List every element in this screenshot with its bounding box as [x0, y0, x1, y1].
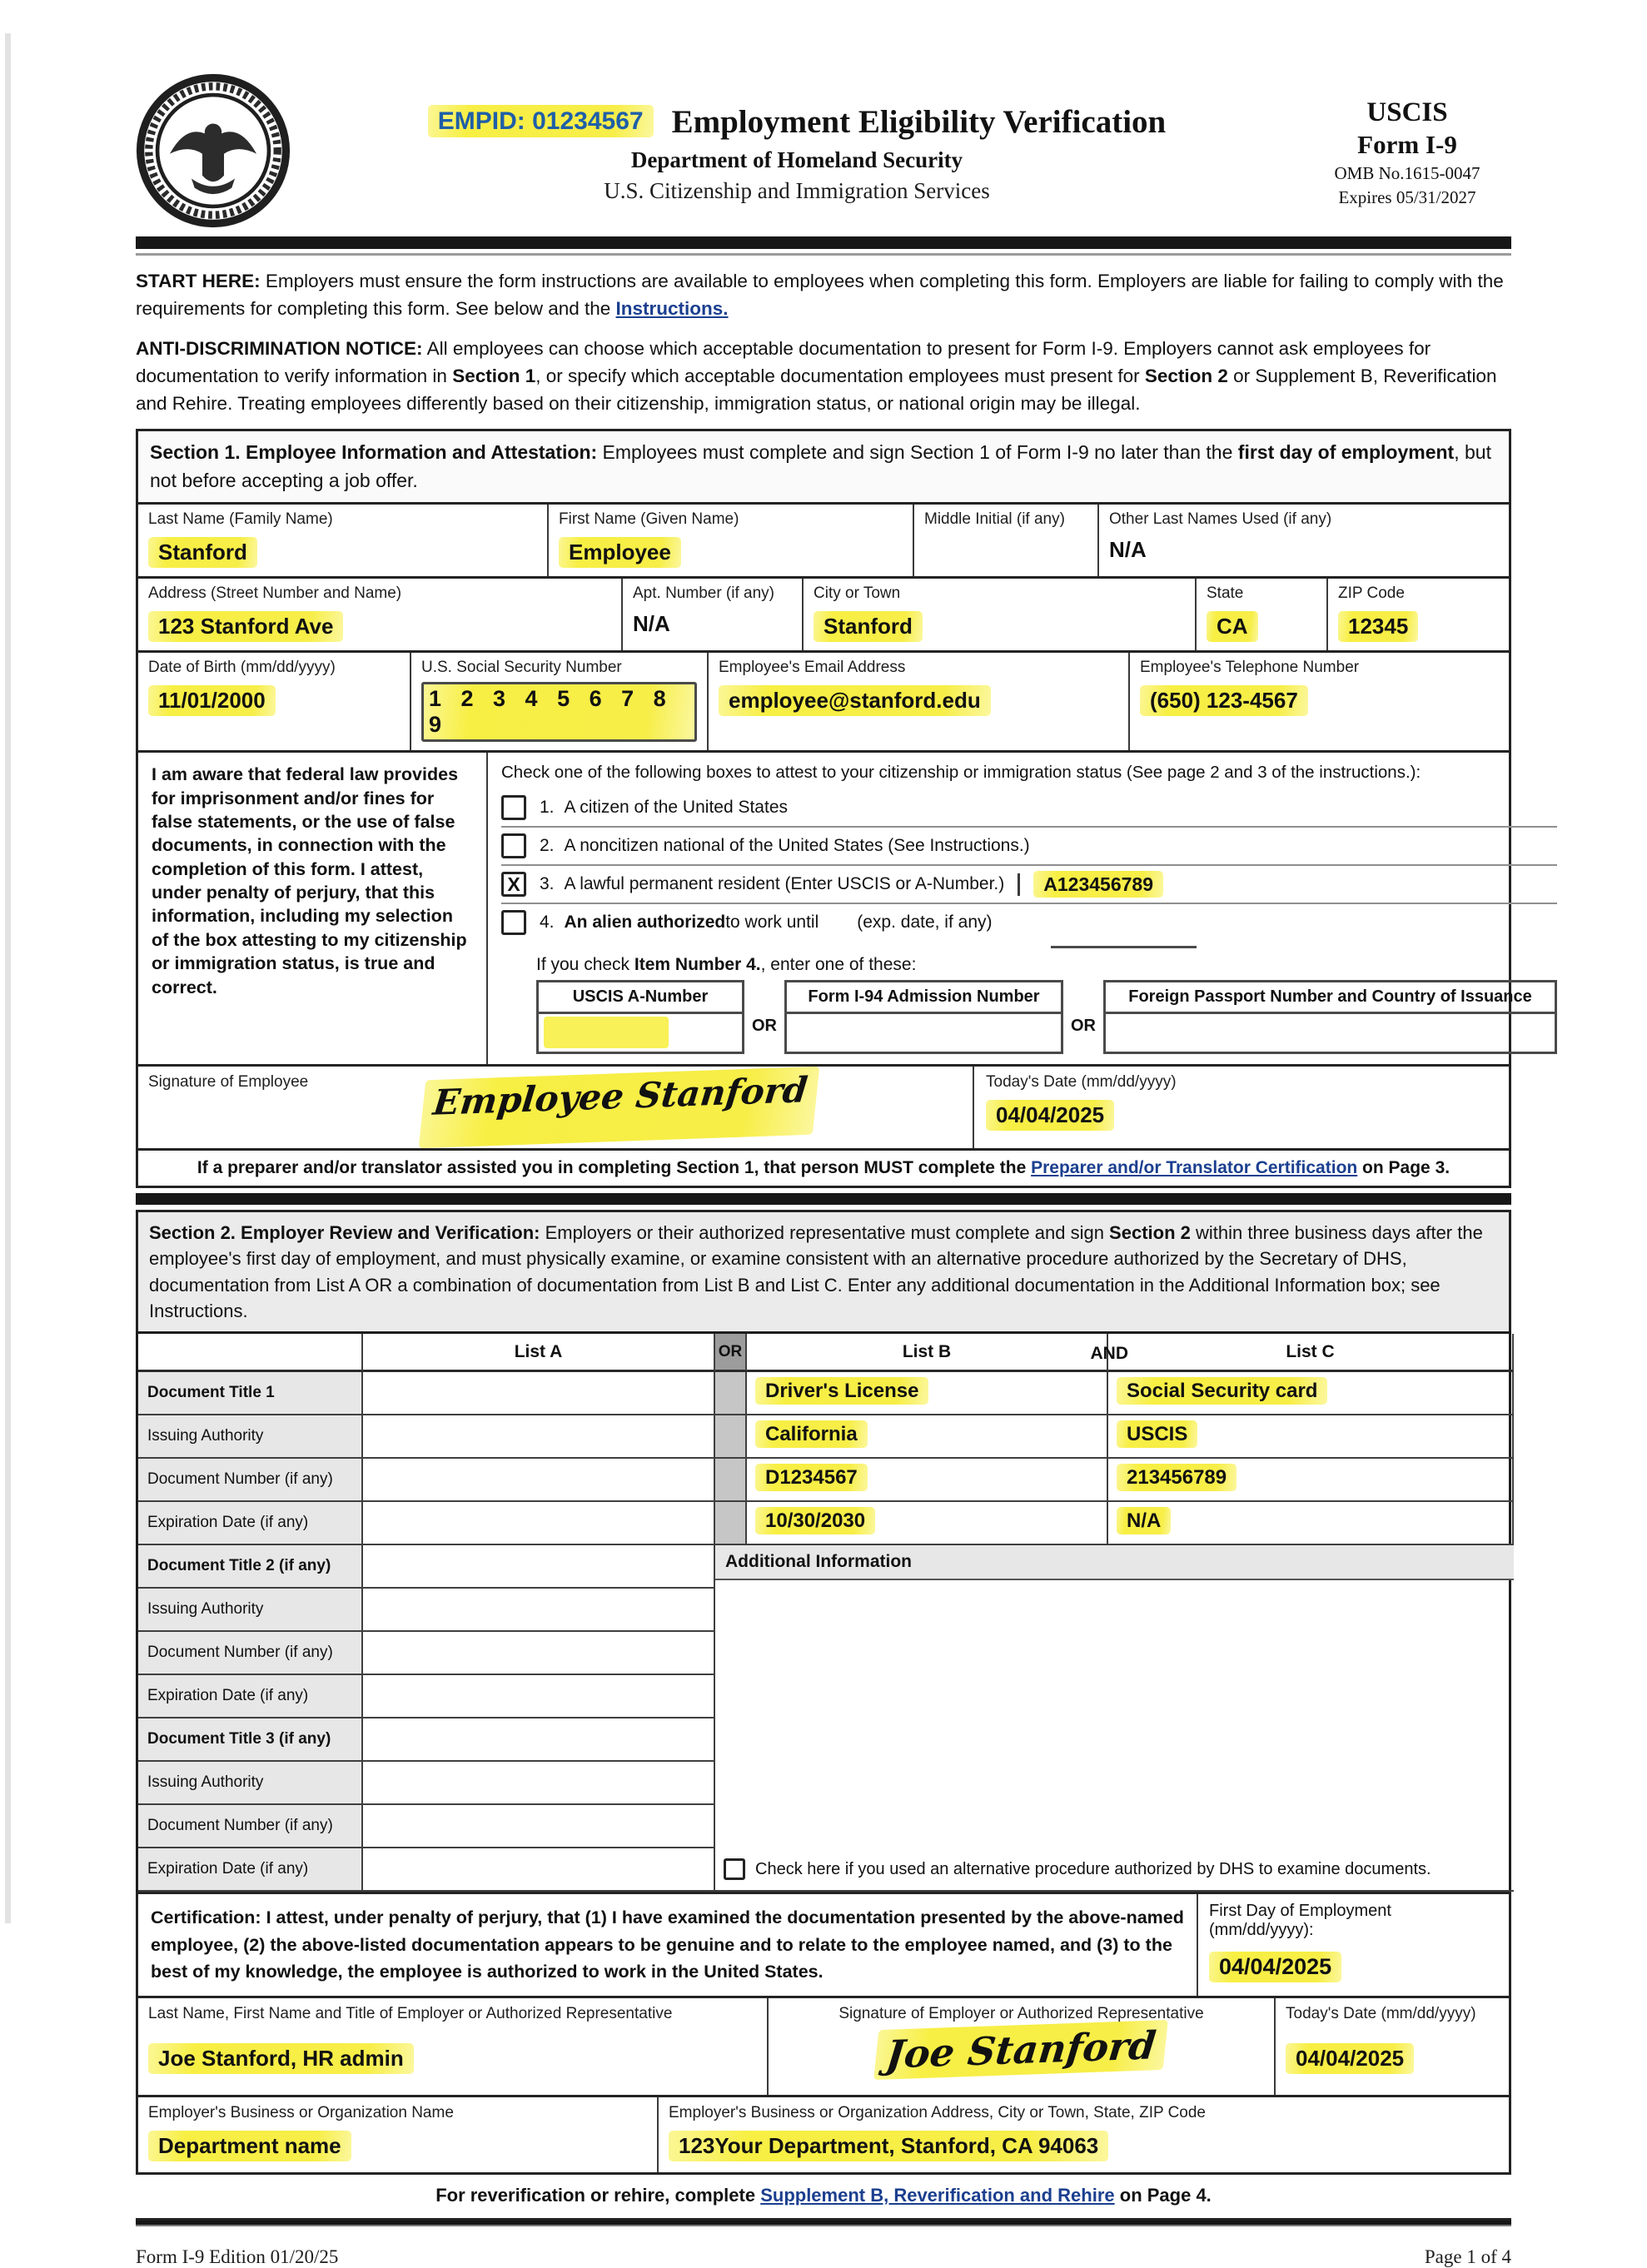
business-address-value[interactable]: 123Your Department, Stanford, CA 94063	[669, 2131, 1108, 2161]
dob-value[interactable]: 11/01/2000	[148, 685, 276, 716]
preparer-notice	[136, 1148, 1511, 1188]
list-c-issuing-authority-value[interactable]: USCIS	[1108, 1415, 1514, 1459]
employer-signature-row	[136, 1996, 1511, 2097]
preparer-text-2: on Page 3.	[1357, 1158, 1450, 1178]
list-a-doc-number-3-input[interactable]	[363, 1805, 715, 1848]
additional-information-box	[715, 1545, 1514, 1892]
citizen-checkbox[interactable]	[501, 795, 526, 820]
or-column-band	[715, 1502, 747, 1545]
a-number-value[interactable]: A123456789	[1033, 871, 1163, 898]
employer-name-label: Last Name, First Name and Title of Employer or Authorized Representative	[148, 2005, 673, 2023]
apt-value[interactable]: N/A	[633, 611, 670, 637]
document-table	[136, 1331, 1511, 1894]
exp-date-blank-line[interactable]	[1051, 946, 1197, 948]
state-value[interactable]: CA	[1207, 611, 1258, 642]
option-4-bold-text: An alien authorized	[564, 913, 726, 933]
first-day-label-format: (mm/dd/yyyy):	[1209, 1921, 1314, 1940]
employer-date-field[interactable]	[1276, 1998, 1509, 2095]
state-label: State	[1207, 584, 1244, 603]
business-address-field[interactable]	[659, 2097, 1509, 2172]
scan-edge-artifact	[5, 33, 11, 1923]
item4-note-text: If you check	[536, 955, 634, 975]
item4-number-boxes	[536, 980, 1557, 1054]
list-b-doc-title-value[interactable]: Driver's License	[747, 1372, 1108, 1415]
start-here-text: Employers must ensure the form instructions are available to employees when completing this form. Employers are liable for failing to comply with the requirements for completing this form. See below and the	[136, 271, 1504, 320]
phone-value[interactable]: (650) 123-4567	[1140, 685, 1308, 716]
option-3-text: A lawful permanent resident (Enter USCIS or A-Number.)	[564, 874, 1005, 894]
city-field[interactable]	[804, 579, 1197, 650]
list-b-header	[747, 1334, 1128, 1372]
employer-date-value[interactable]: 04/04/2025	[1286, 2043, 1414, 2074]
option-4-number: 4.	[540, 913, 555, 933]
email-field[interactable]	[709, 653, 1130, 750]
reverification-text-2: on Page 4.	[1114, 2185, 1212, 2206]
section1-text-2: , but not before accepting a job offer.	[150, 441, 1491, 491]
section-divider-bar	[136, 1193, 1511, 1205]
section2-bold: Section 2	[1109, 1222, 1191, 1244]
additional-information-input[interactable]	[715, 1580, 1514, 1852]
first-day-of-employment-field[interactable]	[1197, 1894, 1509, 1996]
or-label: OR	[718, 1342, 743, 1360]
citizenship-options	[488, 753, 1570, 1064]
employee-signature-row	[136, 1064, 1511, 1151]
doc-number-3-label: Document Number (if any)	[138, 1805, 363, 1848]
form-id-block	[1303, 94, 1511, 208]
dob-label: Date of Birth (mm/dd/yyyy)	[148, 659, 336, 677]
alternative-procedure-text: Check here if you used an alternative procedure authorized by DHS to examine documents.	[755, 1859, 1431, 1878]
phone-label: Employee's Telephone Number	[1140, 659, 1360, 677]
item4-note-text-2: , enter one of these:	[760, 955, 917, 975]
zip-field[interactable]	[1328, 579, 1509, 650]
doc-header-spacer	[138, 1334, 363, 1372]
first-day-value[interactable]: 04/04/2025	[1209, 1952, 1341, 1982]
anti-disc-label: ANTI-DISCRIMINATION NOTICE:	[136, 337, 423, 359]
page-footer	[136, 2246, 1511, 2268]
employer-certification-row	[136, 1892, 1511, 1998]
state-field[interactable]	[1197, 579, 1328, 650]
phone-field[interactable]	[1130, 653, 1509, 750]
uscis-subtitle: U.S. Citizenship and Immigration Services	[604, 177, 990, 203]
omb-number: OMB No.1615-0047	[1334, 162, 1480, 183]
business-name-label: Employer's Business or Organization Name	[148, 2104, 454, 2122]
other-names-field[interactable]	[1099, 505, 1509, 576]
list-b-doc-number-value[interactable]: D1234567	[747, 1459, 1108, 1502]
permanent-resident-checkbox[interactable]: X	[501, 872, 526, 897]
certification-label: Certification:	[151, 1907, 261, 1928]
anti-discrimination-notice	[136, 335, 1511, 418]
start-here-label: START HERE:	[136, 271, 261, 291]
reverification-text: For reverification or rehire, complete	[435, 2185, 761, 2206]
option-citizen-row	[501, 789, 1557, 826]
other-names-value[interactable]: N/A	[1109, 537, 1147, 563]
list-c-doc-title-value[interactable]: Social Security card	[1108, 1372, 1514, 1415]
and-label: AND	[1090, 1344, 1128, 1364]
anti-disc-bold-2: Section 2	[1144, 365, 1228, 386]
uscis-a-number-input[interactable]	[536, 1014, 744, 1054]
dhs-seal-icon	[136, 73, 291, 228]
i94-number-input[interactable]	[784, 1014, 1063, 1054]
supplement-b-link[interactable]: Supplement B, Reverification and Rehire	[760, 2185, 1115, 2206]
employee-date-label: Today's Date (mm/dd/yyyy)	[986, 1073, 1177, 1092]
option-2-number: 2.	[540, 836, 555, 856]
anti-disc-text: All employees can choose which acceptable documentation to present for Form I-9. Employers cannot ask employees for documentation to verify information in	[136, 337, 1431, 386]
or-separator-1: OR	[752, 1017, 777, 1036]
expiration-date-1-label: Expiration Date (if any)	[138, 1502, 363, 1545]
employer-signature-field[interactable]	[769, 1998, 1276, 2095]
start-here-notice	[136, 267, 1511, 323]
section1-title: Section 1. Employee Information and Attestation:	[150, 441, 598, 464]
first-name-field[interactable]	[549, 505, 914, 576]
first-name-value[interactable]: Employee	[559, 537, 681, 568]
doc-title-3-label: Document Title 3 (if any)	[138, 1718, 363, 1762]
address-row	[136, 576, 1511, 653]
i94-number-box	[784, 980, 1063, 1054]
i94-number-label: Form I-94 Admission Number	[784, 980, 1063, 1014]
address-label: Address (Street Number and Name)	[148, 584, 402, 603]
header-divider-bar	[136, 236, 1511, 249]
city-value[interactable]: Stanford	[814, 611, 923, 642]
preparer-certification-link[interactable]: Preparer and/or Translator Certification	[1031, 1158, 1358, 1178]
a-number-field[interactable]	[1018, 873, 1163, 896]
list-a-issuing-authority-1-input[interactable]	[363, 1415, 715, 1459]
last-name-value[interactable]: Stanford	[148, 537, 257, 568]
employer-name-field[interactable]	[138, 1998, 769, 2095]
header-divider-thin	[136, 253, 1511, 256]
uscis-a-number-label: USCIS A-Number	[536, 980, 744, 1014]
list-c-expiration-value[interactable]: N/A	[1108, 1502, 1514, 1545]
anti-disc-text-2: , or specify which acceptable documentation employees must present for	[535, 365, 1145, 386]
list-b-expiration-value[interactable]: 10/30/2030	[747, 1502, 1108, 1545]
employer-date-label: Today's Date (mm/dd/yyyy)	[1286, 2005, 1476, 2023]
issuing-authority-1-label: Issuing Authority	[138, 1415, 363, 1459]
item4-note-bold: Item Number 4.	[634, 955, 761, 975]
citizenship-prompt: Check one of the following boxes to attest to your citizenship or immigration status (See page 2 and 3 of the instructions.):	[501, 763, 1421, 783]
zip-value[interactable]: 12345	[1338, 611, 1418, 642]
or-separator-2: OR	[1071, 1017, 1096, 1036]
list-a-doc-title-2-input[interactable]	[363, 1545, 715, 1589]
ssn-value[interactable]: 1 2 3 4 5 6 7 8 9	[421, 682, 697, 742]
apt-field[interactable]	[623, 579, 804, 650]
section2-text: Employers or their authorized representative must complete and sign	[540, 1222, 1110, 1244]
section1-header	[136, 429, 1511, 505]
list-a-header	[363, 1334, 715, 1372]
apt-label: Apt. Number (if any)	[633, 584, 774, 603]
certification-text: I attest, under penalty of perjury, that (1) I have examined the documentation presented by the above-named employee, (2) the above-listed documentation appears to be genuine and to relate to the employee named, and (3) to the best of my knowledge, the employee is authorized to work in the United States.	[151, 1907, 1184, 1982]
doc-title-1-label: Document Title 1	[138, 1372, 363, 1415]
business-name-value[interactable]: Department name	[148, 2131, 351, 2161]
business-name-field[interactable]	[138, 2097, 659, 2172]
list-a-label: List A	[514, 1341, 563, 1361]
bottom-divider	[136, 2221, 1511, 2226]
additional-information-label: Additional Information	[715, 1545, 1514, 1580]
list-b-issuing-authority-value[interactable]: California	[747, 1415, 1108, 1459]
option-4-exp-date-hint: (exp. date, if any)	[857, 913, 993, 933]
option-1-number: 1.	[540, 798, 555, 818]
alien-authorized-checkbox[interactable]	[501, 910, 526, 935]
dob-ssn-row	[136, 650, 1511, 753]
email-label: Employee's Email Address	[719, 659, 906, 677]
section1-bold-first-day: first day of employment	[1237, 441, 1455, 464]
list-a-expiration-3-input[interactable]	[363, 1848, 715, 1892]
instructions-link[interactable]: Instructions.	[615, 298, 729, 320]
list-a-expiration-1-input[interactable]	[363, 1502, 715, 1545]
perjury-statement: I am aware that federal law provides for imprisonment and/or fines for false statements, or the use of false documents, in connection with the completion of this form. I attest, under penalty of perjury, that this information, including my selection of the box attesting to my citizenship or immigration status, is true and correct.	[138, 753, 488, 1064]
list-c-header	[1108, 1334, 1514, 1372]
anti-disc-bold-1: Section 1	[452, 365, 536, 386]
ssn-label: U.S. Social Security Number	[421, 659, 622, 677]
first-day-label: First Day of Employment	[1209, 1902, 1391, 1921]
issuing-authority-2-label: Issuing Authority	[138, 1589, 363, 1632]
empid-badge: EMPID: 01234567	[428, 105, 654, 137]
noncitizen-national-checkbox[interactable]	[501, 833, 526, 858]
list-a-expiration-2-input[interactable]	[363, 1675, 715, 1718]
email-value[interactable]: employee@stanford.edu	[719, 685, 991, 716]
employee-signature-field[interactable]	[138, 1067, 973, 1148]
attestation-block	[136, 750, 1532, 1067]
section2-title: Section 2. Employer Review and Verification:	[149, 1222, 540, 1244]
option-4-text: to work until	[725, 913, 819, 933]
form-title: Employment Eligibility Verification	[671, 103, 1167, 140]
dept-subtitle: Department of Homeland Security	[630, 147, 963, 172]
uscis-a-number-highlight	[544, 1017, 669, 1048]
section1-text: Employees must complete and sign Section 1 of Form I-9 no later than the	[597, 441, 1238, 464]
form-header	[136, 73, 1511, 228]
uscis-a-number-box	[536, 980, 744, 1054]
option-noncitizen-national-row	[501, 826, 1557, 864]
business-address-label: Employer's Business or Organization Address, City or Town, State, ZIP Code	[669, 2104, 1206, 2122]
expiration-date-3-label: Expiration Date (if any)	[138, 1848, 363, 1892]
last-name-field[interactable]	[138, 505, 549, 576]
page-number: Page 1 of 4	[1424, 2246, 1511, 2268]
employee-signature-value[interactable]: Employee Stanford	[419, 1067, 820, 1148]
doc-number-2-label: Document Number (if any)	[138, 1632, 363, 1675]
employee-signature-label: Signature of Employee	[148, 1073, 309, 1092]
preparer-text: If a preparer and/or translator assisted you in completing Section 1, that person MUST complete the	[197, 1158, 1032, 1178]
zip-label: ZIP Code	[1338, 584, 1405, 603]
address-field[interactable]	[138, 579, 623, 650]
middle-initial-label: Middle Initial (if any)	[924, 510, 1065, 529]
list-a-issuing-authority-3-input[interactable]	[363, 1762, 715, 1805]
option-permanent-resident-row	[501, 864, 1557, 903]
option-2-text: A noncitizen national of the United States (See Instructions.)	[564, 836, 1030, 856]
section2-header	[136, 1210, 1511, 1334]
list-a-issuing-authority-2-input[interactable]	[363, 1589, 715, 1632]
passport-number-label: Foreign Passport Number and Country of Issuance	[1103, 980, 1557, 1014]
or-column-header	[715, 1334, 747, 1372]
form-edition: Form I-9 Edition 01/20/25	[136, 2246, 339, 2268]
employer-name-value[interactable]: Joe Stanford, HR admin	[148, 2043, 414, 2074]
doc-title-2-label: Document Title 2 (if any)	[138, 1545, 363, 1589]
expiration-date-2-label: Expiration Date (if any)	[138, 1675, 363, 1718]
form-number: Form I-9	[1357, 129, 1457, 159]
section2-text-2: within three business days after the employee's first day of employment, and must physically examine, or examine consistent with an alternative procedure authorized by the Secretary of DHS, documentation from List A OR a combination of documentation from List B and List C. Enter any additional documentation in the Additional Information box; see Instructions.	[149, 1222, 1483, 1321]
alternative-procedure-row	[715, 1852, 1514, 1890]
reverification-notice	[136, 2175, 1511, 2221]
address-value[interactable]: 123 Stanford Ave	[148, 611, 343, 642]
employer-signature-value[interactable]: Joe Stanford	[873, 2020, 1168, 2080]
or-column-band	[715, 1415, 747, 1459]
middle-initial-field[interactable]	[914, 505, 1099, 576]
first-name-label: First Name (Given Name)	[559, 510, 739, 529]
last-name-label: Last Name (Family Name)	[148, 510, 333, 529]
anti-disc-text-3: or Supplement B, Reverification and Rehire. Treating employees differently based on their citizenship, immigration status, or national origin may be illegal.	[136, 365, 1497, 415]
employer-signature-label: Signature of Employer or Authorized Representative	[838, 2005, 1204, 2023]
list-b-label: List B	[902, 1341, 952, 1361]
expiration-note: Expires 05/31/2027	[1338, 187, 1476, 207]
list-a-doc-number-2-input[interactable]	[363, 1632, 715, 1675]
list-a-doc-title-1-input[interactable]	[363, 1372, 715, 1415]
employer-business-row	[136, 2095, 1511, 2175]
list-c-doc-number-value[interactable]: 213456789	[1108, 1459, 1514, 1502]
agency-name: USCIS	[1366, 97, 1448, 127]
list-c-label: List C	[1286, 1341, 1335, 1361]
alternative-procedure-checkbox[interactable]	[724, 1858, 745, 1880]
name-row	[136, 502, 1511, 579]
option-3-number: 3.	[540, 874, 555, 894]
item4-note	[536, 955, 1557, 975]
or-column-band	[715, 1459, 747, 1502]
option-1-text: A citizen of the United States	[564, 798, 789, 818]
dob-field[interactable]	[138, 653, 411, 750]
other-names-label: Other Last Names Used (if any)	[1109, 510, 1332, 529]
option-alien-authorized-row	[501, 903, 1557, 941]
issuing-authority-3-label: Issuing Authority	[138, 1762, 363, 1805]
certification-statement	[138, 1894, 1197, 1996]
employee-date-field[interactable]	[973, 1067, 1509, 1148]
ssn-field[interactable]	[411, 653, 709, 750]
doc-number-1-label: Document Number (if any)	[138, 1459, 363, 1502]
passport-number-box	[1103, 980, 1557, 1054]
list-a-doc-number-1-input[interactable]	[363, 1459, 715, 1502]
list-a-doc-title-3-input[interactable]	[363, 1718, 715, 1762]
city-label: City or Town	[814, 584, 901, 603]
or-column-band	[715, 1372, 747, 1415]
employee-date-value[interactable]: 04/04/2025	[986, 1100, 1114, 1131]
passport-number-input[interactable]	[1103, 1014, 1557, 1054]
